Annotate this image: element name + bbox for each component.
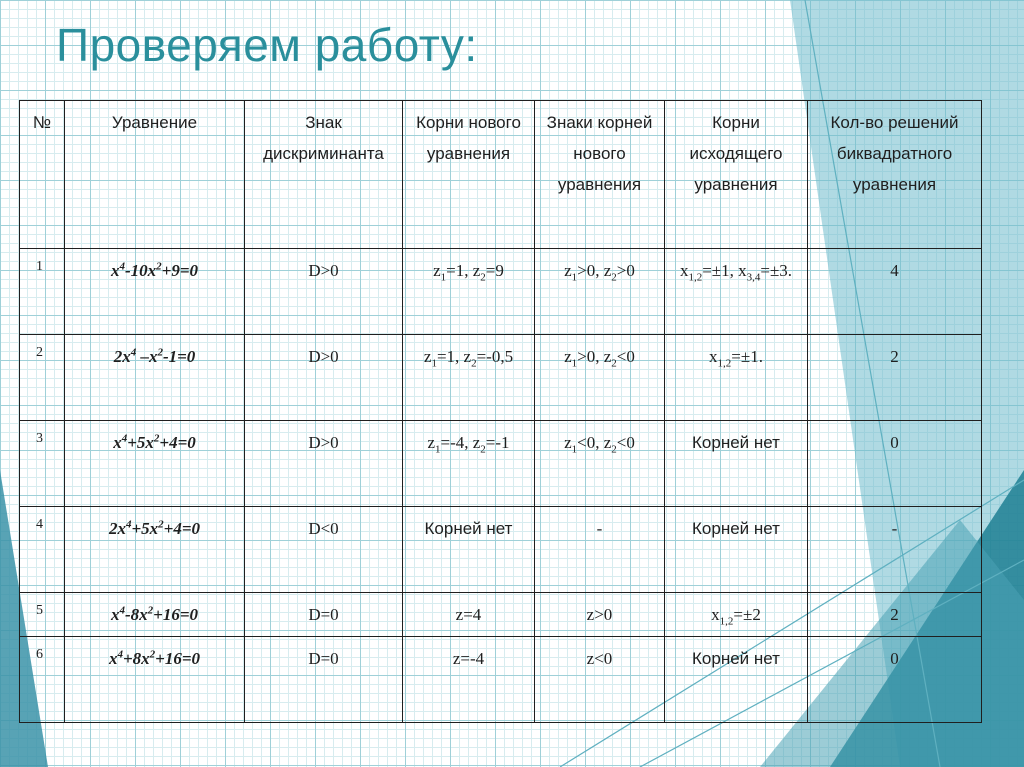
row-number: 2 bbox=[20, 335, 65, 421]
new-roots-cell: Корней нет bbox=[403, 507, 535, 593]
new-roots-cell: z=4 bbox=[403, 593, 535, 637]
new-roots-cell: z=-4 bbox=[403, 637, 535, 723]
original-roots-cell: Корней нет bbox=[665, 421, 808, 507]
table-header-row bbox=[20, 101, 982, 249]
header-solution-count: Кол-во решений биквадратного уравнения bbox=[808, 101, 982, 249]
equation-cell: $2x^4+5x^2+4=0$ bbox=[65, 507, 245, 593]
discriminant-sign-cell: D=0 bbox=[245, 637, 403, 723]
solution-count-cell: - bbox=[808, 507, 982, 593]
results-table bbox=[19, 100, 982, 723]
row-number: 6 bbox=[20, 637, 65, 723]
new-roots-cell: $z_1=1$, $z_2=-0,5$ bbox=[403, 335, 535, 421]
discriminant-sign-cell: D>0 bbox=[245, 421, 403, 507]
solution-count-cell: 2 bbox=[808, 593, 982, 637]
new-root-signs-cell: $z_1>0$, $z_2>0$ bbox=[535, 249, 665, 335]
original-roots-cell: $x_{1,2}=\pm 2$ bbox=[665, 593, 808, 637]
original-roots-cell: $x_{1,2}=\pm 1$, $x_{3,4}=\pm 3$. bbox=[665, 249, 808, 335]
solution-count-cell: 2 bbox=[808, 335, 982, 421]
discriminant-sign-cell: D=0 bbox=[245, 593, 403, 637]
row-number: 1 bbox=[20, 249, 65, 335]
new-root-signs-cell: $z_1<0$, $z_2<0$ bbox=[535, 421, 665, 507]
equation-cell: $x^4-8x^2+16=0$ bbox=[65, 593, 245, 637]
original-roots-cell: Корней нет bbox=[665, 507, 808, 593]
discriminant-sign-cell: D<0 bbox=[245, 507, 403, 593]
discriminant-sign-cell: D>0 bbox=[245, 335, 403, 421]
table-row bbox=[20, 507, 982, 593]
row-number: 5 bbox=[20, 593, 65, 637]
table-row bbox=[20, 593, 982, 637]
header-equation: Уравнение bbox=[65, 101, 245, 249]
new-roots-cell: $z_1=1$, $z_2=9$ bbox=[403, 249, 535, 335]
equation-cell: $x^4+8x^2+16=0$ bbox=[65, 637, 245, 723]
original-roots-cell: Корней нет bbox=[665, 637, 808, 723]
row-number: 3 bbox=[20, 421, 65, 507]
table-row bbox=[20, 249, 982, 335]
page-title: Проверяем работу: bbox=[56, 19, 478, 71]
equation-cell: $2x^4$ $-x^2-1=0$ bbox=[65, 335, 245, 421]
new-roots-cell: $z_1=-4$, $z_2=-1$ bbox=[403, 421, 535, 507]
equation-cell: $x^4-10x^2+9=0$ bbox=[65, 249, 245, 335]
new-root-signs-cell: z<0 bbox=[535, 637, 665, 723]
equation-cell: $x^4+5x^2+4=0$ bbox=[65, 421, 245, 507]
header-number: № bbox=[20, 101, 65, 249]
row-number: 4 bbox=[20, 507, 65, 593]
header-discriminant-sign: Знак дискриминанта bbox=[245, 101, 403, 249]
solution-count-cell: 0 bbox=[808, 421, 982, 507]
solution-count-cell: 0 bbox=[808, 637, 982, 723]
new-root-signs-cell: z>0 bbox=[535, 593, 665, 637]
header-new-root-signs: Знаки корней нового уравнения bbox=[535, 101, 665, 249]
table-row bbox=[20, 421, 982, 507]
table-row bbox=[20, 637, 982, 723]
solution-count-cell: 4 bbox=[808, 249, 982, 335]
header-new-roots: Корни нового уравнения bbox=[403, 101, 535, 249]
discriminant-sign-cell: D>0 bbox=[245, 249, 403, 335]
original-roots-cell: $x_{1,2}=\pm 1$. bbox=[665, 335, 808, 421]
new-root-signs-cell: $z_1>0$, $z_2<0$ bbox=[535, 335, 665, 421]
new-root-signs-cell: - bbox=[535, 507, 665, 593]
table-row bbox=[20, 335, 982, 421]
header-original-roots: Корни исходящего уравнения bbox=[665, 101, 808, 249]
